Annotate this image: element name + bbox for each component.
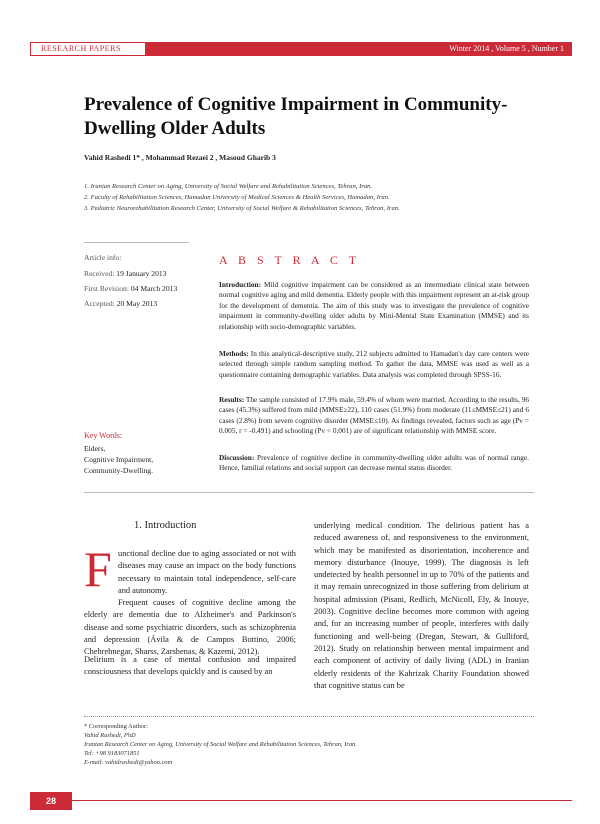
received-value: 19 January 2013 — [116, 269, 167, 278]
affiliation-1: 1. Iranian Research Center on Aging, University of Social Welfare and Rehabilitation Sciences, Tehran, Iran. — [84, 183, 373, 190]
info-divider — [84, 242, 189, 243]
keywords-heading: Key Words: — [84, 431, 123, 440]
drop-cap: F — [84, 541, 112, 597]
corresponding-author-footnote — [84, 722, 534, 767]
received-date — [84, 269, 166, 278]
intro-paragraph-1 — [84, 541, 296, 659]
abstract-methods-label: Methods: — [219, 349, 249, 358]
abstract-results-label: Results: — [219, 395, 245, 404]
abstract-methods — [219, 349, 529, 380]
intro-column-2: underlying medical condition. The delirious patient has a reduced awareness of, and responsiveness to the environment, which may be manifested as disorientation, incoherence and memory disturbance (Inouye, 1999). The diagnosis is left undetected by health personnel in up to 70% of the patients and it may remain unrecognized in those suffering from delirium at hospital admission (Pisani, Redlich, McNicoll, Ely, & Inouye, 2003). Cognitive decline becomes more common with ageing and, for an increasing number of people, interferes with daily functioning and well-being (Dregan, Stewart, & Gulliford, 2012). Study on relationship between mental impairment and each component of activity of daily living (ADL) in Iranian elderly residents of the Kahrizak Charity Foundation showed that cognitive status can be — [314, 521, 529, 690]
section-label: RESEARCH PAPERS — [30, 42, 146, 56]
abstract-divider — [84, 492, 534, 493]
keyword-1: Elders, — [84, 444, 106, 453]
footnote-label: * Corresponding Author: — [84, 723, 148, 730]
abstract-intro-text: Mild cognitive impairment can be considered as an intermediate clinical state between normal cognitive aging and mild dementia. Elderly people with this impairment represent an at-risk group for the development of dementia. The aim of this study was to investigate the prevalence of cognitive impairment in community-dwelling older adults by Mini-Mental State Examination (MMSE) and its relationship with socio-demographic variables. — [219, 280, 529, 331]
abstract-heading: A B S T R A C T — [219, 253, 361, 267]
revision-date — [84, 284, 177, 293]
revision-label: First Revision: — [84, 284, 129, 293]
abstract-discussion-label: Discussion: — [219, 453, 255, 462]
accepted-date — [84, 299, 157, 308]
footer-line — [72, 800, 572, 801]
footnote-email: E-mail: vahidrashedi@yahoo.com — [84, 759, 173, 766]
abstract-methods-text: In this analytical-descriptive study, 212 subjects admitted to Hamadan's day care centers were selected through simple random sampling method. To gather the data, MMSE was used as well as a questionnaire containing demographic variables. Data analysis was completed through SPSS-16. — [219, 349, 529, 379]
affiliation-2: 2. Faculty of Rehabilitation Sciences, Hamadan University of Medical Sciences & Health Services, Hamadan, Iran. — [84, 194, 390, 201]
keyword-3: Community-Dwelling. — [84, 466, 153, 475]
page-number: 28 — [30, 792, 72, 810]
affiliation-3: 3. Pediatric Neurorehabilitation Research Center, University of Social Welfare & Rehabilitation Sciences, Tehran, Iran. — [84, 205, 400, 212]
abstract-results-text: The sample consisted of 17.9% male, 59.4% of whom were married. According to the results, 96 cases (45.3%) suffered from mild (MMSE≥22), 110 cases (51.9%) from moderate (11≤MMSE≤21) and 6 cases (2.8%) from severe cognitive disorder (MMSE≤10). As findings revealed, factors such as age (Pv = 0.005, r = -0.491) and schooling (Pv < 0.001) are of significant relationship with MMSE score. — [219, 395, 529, 436]
issue-label: Winter 2014 , Volume 5 , Number 1 — [449, 44, 564, 53]
accepted-label: Accepted: — [84, 299, 115, 308]
abstract-discussion — [219, 453, 529, 474]
abstract-intro-label: Introduction: — [219, 280, 262, 289]
journal-header-bar — [30, 42, 572, 56]
received-label: Received: — [84, 269, 115, 278]
paper-title: Prevalence of Cognitive Impairment in Community-Dwelling Older Adults — [84, 94, 508, 139]
revision-value: 04 March 2013 — [130, 284, 178, 293]
intro-p1-lead: unctional decline due to aging associated or not with diseases may cause an impact on the body functions necessary to maintain total independence, self-care and autonomy. — [118, 549, 296, 595]
introduction-heading: 1. Introduction — [134, 520, 197, 531]
intro-paragraph-2: Delirium is a case of mental confusion and impaired consciousness that develops quickly and is caused by an — [84, 655, 296, 677]
footnote-name: Vahid Rashedi, PhD — [84, 732, 136, 739]
article-info-heading: Article info: — [84, 253, 122, 262]
intro-p1-cont: Frequent causes of cognitive decline among the elderly are dementia due to Alzheimer's and Parkinson's disease and some psychiatric disorders, such as schizophrenia and depression (Ávila & de Campos Bottino, 2006; Chehrehnegar, Sharss, Zarshenas, & Kazemi, 2012). — [84, 598, 296, 657]
footnote-tel: Tel: +98 9183071851 — [84, 750, 140, 757]
keyword-2: Cognitive Impairment, — [84, 455, 154, 464]
footnote-address: Iranian Research Center on Aging, University of Social Welfare and Rehabilitation Sciences, Tehran, Iran. — [84, 741, 357, 748]
abstract-discussion-text: Prevalence of cognitive decline in community-dwelling older adults was of normal range. Hence, familial relations and social support can decrease mental status disorder. — [219, 453, 529, 473]
footnote-divider — [84, 716, 534, 717]
accepted-value: 20 May 2013 — [116, 299, 158, 308]
abstract-introduction — [219, 280, 529, 332]
authors: Vahid Rashedi 1* , Mohammad Rezaei 2 , Masoud Gharib 3 — [84, 153, 276, 162]
abstract-results — [219, 395, 529, 437]
